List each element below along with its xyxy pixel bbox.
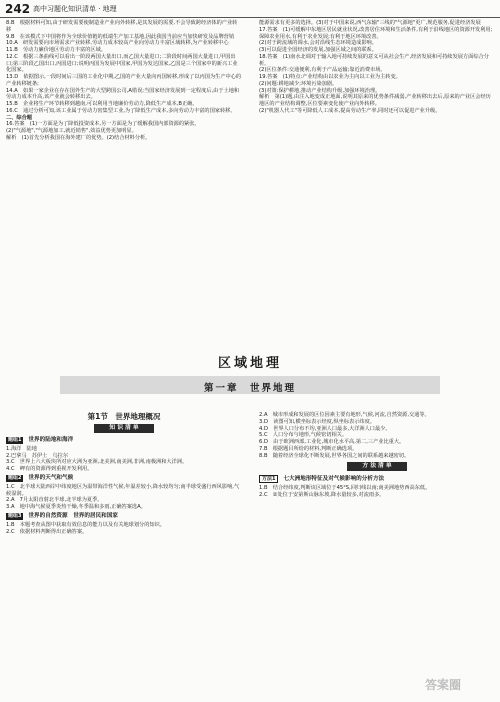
method-title: 七大洲地形特征及对气候影响的分析方法 (283, 476, 385, 483)
right-answer-column (259, 20, 495, 115)
book-title: 高中习题化知识清单 · 地理 (33, 5, 117, 13)
page-header (0, 0, 500, 18)
group-tag: 题组1 (8, 436, 22, 443)
answer-line: (2)问题:耕地减少;环境污染加剧。 (259, 80, 338, 87)
group-heading (6, 437, 242, 444)
group-title: 世界的自然资源 世界的居民和国家 (28, 512, 118, 519)
answer-line: 2.巴拿马 苏伊士 乌拉尔 (6, 452, 69, 459)
method-heading (259, 475, 495, 483)
answer-line: 3.D 读图可知,横坐标表示经度,纵坐标表示纬度。 (259, 418, 375, 425)
left-answer-column (6, 20, 242, 142)
answer-line: (2)"机器人代工"等可降低人工成本,提高劳动生产率,同时还可以促进产业升级。 (259, 107, 441, 114)
region-title: 区域地理 (217, 356, 282, 371)
answer-line: (2)对于跨流域的调水,会对沿线生态环境造成影响。 (259, 40, 377, 47)
group-heading (6, 513, 242, 520)
answer-line: (3)对策:保护耕地,推动产业结构升级,加强环境治理。 (259, 87, 381, 94)
answer-line: 12.C 根据三条曲线可以看出一阶段两国大量出口,而乙国大量进口;二阶段时间两国大量进口,甲国出口;第三阶段乙国出口,丙国进口;说明丙国为发展中国家,甲国为发达国家,乙国是三个国家中的新兴工业化国家。 (6, 53, 238, 74)
answer-line: 1.C 北半球大陆西岸中纬度地区为温带海洋性气候,年温差较小,降水较均匀;南半球受盛行西风影响,气候湿润。 (6, 483, 240, 497)
answer-line: 13.D 依据图示,一段时间后三国的工业化中期,乙国的产业大量向丙国转移,形成了以丙国为生产中心的产业转移链条; (6, 74, 242, 87)
answer-line: 7.B 根据题目所给的材料,判断正确选项。 (259, 445, 358, 452)
method-list-label: 方 法 清 单 (347, 462, 407, 471)
answer-line: 19.答案 (1)特点:产业结构由以农业为主向以工业为主转变。 (259, 74, 401, 80)
knowledge-list-label: 知 识 清 单 (94, 424, 154, 433)
answer-line: 14.A 如果一家企业在存在国外生产的大型跨国公司,A错误;当国家经济发展到一定程度后,由于土地和劳动力成本升高,该产业就会转移出去。 (6, 87, 240, 101)
watermark-logo: 答案圈 (425, 678, 462, 692)
answer-line: 解析 第(1)题,由注入地变成正地面,说明其原来的优势条件减弱,产业转移出去后,原来的产业区会经历地区的产业结构调整,区位要素变化使产业向外转移。 (259, 94, 491, 107)
answer-line: (2)区位条件:交通便利,有利于产品运输;靠近消费市场。 (259, 67, 386, 74)
group-tag: 题组2 (8, 474, 22, 481)
answer-line: 18.答案 (1)南水北调对于输入地可持续发展的意义可从社会生产,经济发展和可持续发展方面综合分析。 (259, 53, 489, 67)
answer-line: 能源需求有更多的选择。(3)对于中国来说,西气东输"三线的"气源地"更广,规范服务,促进经济发展 (259, 20, 481, 26)
answer-line: 1.海洋 陆地 (6, 445, 37, 452)
group-title: 世界的天气和气候 (28, 474, 74, 481)
answer-line: 16.答案 (1)一方面是为了降低投资成本,另一方面是为了缓解我国内部资源的紧张。 (6, 121, 200, 128)
answer-line: (2)"气源地","气源地加工,就近销售",效益优势更加明显。 (6, 128, 137, 134)
left-bottom-column (6, 412, 242, 535)
answer-line: 3.A 地中海气候夏季炎热干燥,冬季温和多雨,正确答案选A。 (6, 504, 146, 510)
section-title: 第1节 世界地理概况 (87, 412, 161, 421)
answer-line: 8.B 根据材料可知,由于研发需要使制造业产业向外转移,是其发展的需要,不会导致跨经济体的产业转移 (6, 20, 238, 33)
answer-line: 15.B 企业将生产环节转移到越南,可以利用当地廉价劳动力,降低生产成本,B正确。 (6, 101, 198, 107)
group-title: 世界的陆地和海洋 (28, 436, 74, 443)
answer-line: 9.B 在该模式下中国将作为全球价值链的低端生产加工基地,因此我国当前应当加快研发及品牌营销 (6, 33, 235, 40)
right-bottom-column (259, 412, 495, 499)
method-tag: 方法1 (259, 475, 278, 483)
answer-line: 4.D 世界人口分布不均,亚洲人口最多,大洋洲人口最少。 (259, 425, 391, 432)
answer-line: 6.D 由于欧洲西部,工业化,城市化水平高,第二,三产业比重大。 (259, 439, 405, 445)
chapter-title: 第一章 世界地理 (203, 383, 296, 394)
answer-line: 16.C 通过分析可知,该工业属于劳动力密集型工业,为了降低生产成本,多向劳动力丰富的国家转移。 (6, 107, 236, 114)
group-tag: 题组3 (8, 512, 22, 519)
answer-line: 1.B 本题考查从图中获取有效信息的能力以及有关地球划分的知识。 (6, 521, 165, 528)
answer-line: 2.C ②处位于安第斯山脉东坡,降水量较多,对流雨多。 (259, 492, 385, 498)
answer-line: 2.C 依据材料判断得出正确答案。 (6, 528, 88, 535)
group-heading (6, 475, 242, 482)
answer-line: 4.C 岬有的资源得到重视开发利用。 (6, 466, 93, 472)
page-number: 242 (5, 2, 31, 16)
answer-line: 11.B 劳动力廉价地区劳动力丰富的区域。 (6, 47, 106, 53)
answer-line: 8.B 随着经济全球化不断发展,世界各国之间的联系越来越密切。 (259, 452, 410, 459)
answer-line: 2.A 7月太阳直射北半球,北半球为夏季。 (6, 497, 103, 504)
answer-line: 17.答案 (1)可缓解中东地区居民就业状况,改善居住环境和生活条件,有利于沿线地区的资源开发利用;保障农业用水,有利于农业发展;有利于地区环境改善。 (259, 26, 493, 40)
answer-line: (3)可以促进全国经济的发展,加强区域之间的联系。 (259, 47, 377, 53)
answer-line: 2.A 城市形成和发展的区位因素主要有地形,气候,河流,自然资源,交通等。 (259, 412, 430, 418)
answer-line: 10.A 研发需要向市场需求产业转移,劳动力成本较高产业向劳动力丰富区域转移,为产业转移中心 (6, 40, 229, 47)
answer-line: 5.C 人口分布与地形,气候密切相关。 (259, 432, 348, 439)
answer-line: 解析 (1)首先分析我国在海外建厂的优势。(2)结合材料分析。 (6, 134, 151, 141)
answer-line: 3.C 世界上六大板块所对应大洲为亚洲,北美洲,南美洲,非洲,南极洲和大洋洲。 (6, 459, 188, 466)
section-heading: 二、综合题 (6, 114, 32, 121)
answer-line: 1.B 结合经纬度,判断该区域位于45°S,回归线以南;南美洲地势西高东低。 (259, 485, 431, 492)
